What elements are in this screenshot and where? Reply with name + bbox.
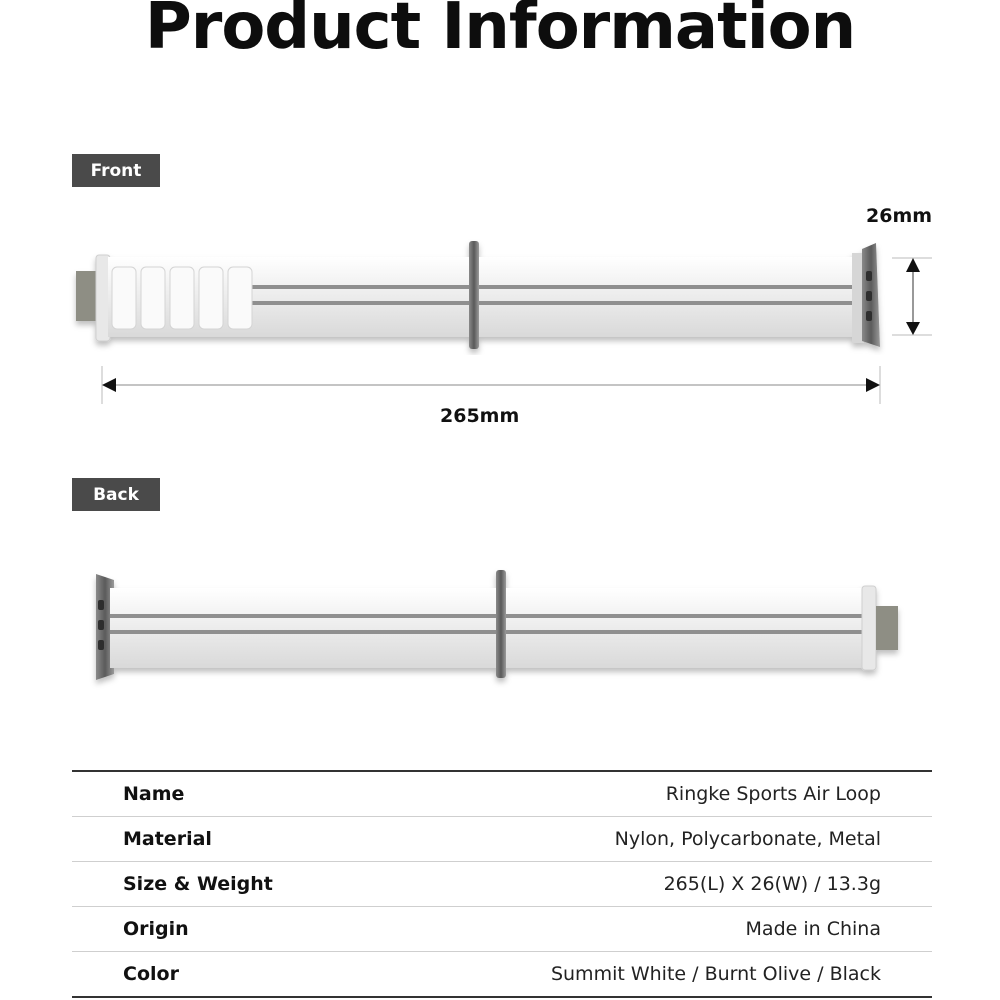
spec-value: 265(L) X 26(W) / 13.3g [663, 873, 881, 895]
spec-label: Name [123, 783, 185, 805]
spec-row-size-weight [72, 862, 932, 907]
spec-table [72, 770, 932, 998]
dimension-lines [0, 240, 1000, 410]
spec-row-material [72, 817, 932, 862]
spec-label: Size & Weight [123, 873, 273, 895]
page-title: Product Information [144, 0, 856, 64]
spec-row-name [72, 772, 932, 817]
spec-label: Origin [123, 918, 189, 940]
width-dimension-label: 26mm [866, 205, 933, 227]
spec-value: Made in China [745, 918, 881, 940]
spec-label: Color [123, 963, 179, 985]
back-view-tag: Back [72, 478, 160, 511]
spec-row-origin [72, 907, 932, 952]
spec-label: Material [123, 828, 212, 850]
front-view-tag: Front [72, 154, 160, 187]
spec-value: Ringke Sports Air Loop [665, 783, 881, 805]
length-dimension-label: 265mm [440, 405, 520, 427]
back-strap-image [0, 560, 1000, 690]
spec-value: Summit White / Burnt Olive / Black [550, 963, 881, 985]
spec-value: Nylon, Polycarbonate, Metal [614, 828, 881, 850]
spec-row-color [72, 952, 932, 998]
